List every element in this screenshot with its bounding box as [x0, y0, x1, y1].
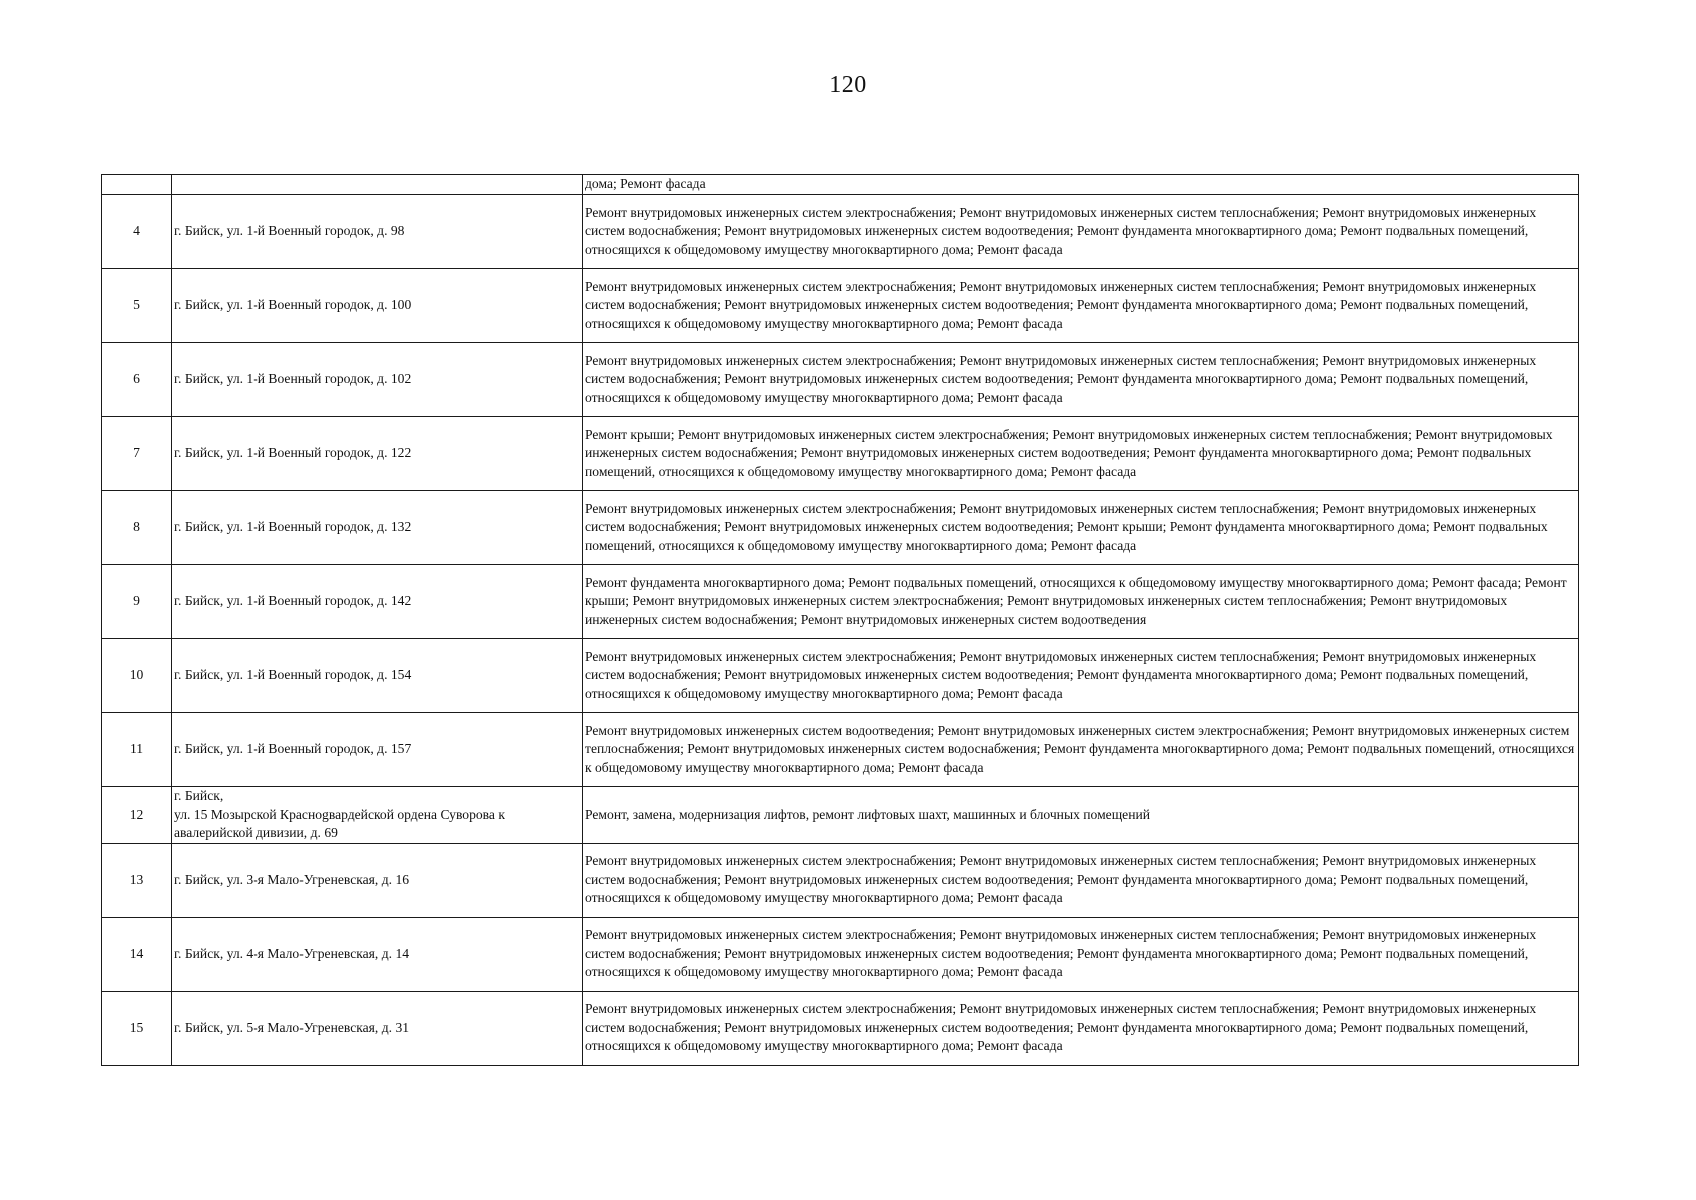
- address-cell: г. Бийск, ул. 1-й Военный городок, д. 102: [172, 343, 583, 417]
- works-cell: Ремонт внутридомовых инженерных систем электроснабжения; Ремонт внутридомовых инженерных систем теплоснабжения; Ремонт внутридомовых инженерных систем водоснабжения; Ремонт внутридомовых инженерных систем водоотведения; Ремонт фундамента многоквартирного дома; Ремонт подвальных помещений, относящихся к общедомовому имуществу многоквартирного дома; Ремонт фасада: [583, 917, 1579, 991]
- row-number-cell: 11: [102, 713, 172, 787]
- row-number-cell: 15: [102, 991, 172, 1065]
- row-number-cell: 8: [102, 491, 172, 565]
- address-cell: г. Бийск, ул. 1-й Военный городок, д. 132: [172, 491, 583, 565]
- row-number-cell: 12: [102, 787, 172, 844]
- works-cell: Ремонт внутридомовых инженерных систем электроснабжения; Ремонт внутридомовых инженерных систем теплоснабжения; Ремонт внутридомовых инженерных систем водоснабжения; Ремонт внутридомовых инженерных систем водоотведения; Ремонт крыши; Ремонт фундамента многоквартирного дома; Ремонт подвальных помещений, относящихся к общедомовому имуществу многоквартирного дома; Ремонт фасада: [583, 491, 1579, 565]
- row-number-cell: 14: [102, 917, 172, 991]
- table-row: [102, 343, 1579, 417]
- row-number-cell: [102, 175, 172, 195]
- row-number-cell: 13: [102, 843, 172, 917]
- table-row: [102, 269, 1579, 343]
- table-row: [102, 917, 1579, 991]
- table-row: [102, 787, 1579, 844]
- works-cell: Ремонт внутридомовых инженерных систем электроснабжения; Ремонт внутридомовых инженерных систем теплоснабжения; Ремонт внутридомовых инженерных систем водоснабжения; Ремонт внутридомовых инженерных систем водоотведения; Ремонт фундамента многоквартирного дома; Ремонт подвальных помещений, относящихся к общедомовому имуществу многоквартирного дома; Ремонт фасада: [583, 269, 1579, 343]
- table-row: [102, 713, 1579, 787]
- row-number-cell: 9: [102, 565, 172, 639]
- address-cell: г. Бийск, ул. 1-й Военный городок, д. 154: [172, 639, 583, 713]
- table-row: [102, 565, 1579, 639]
- works-cell: Ремонт внутридомовых инженерных систем электроснабжения; Ремонт внутридомовых инженерных систем теплоснабжения; Ремонт внутридомовых инженерных систем водоснабжения; Ремонт внутридомовых инженерных систем водоотведения; Ремонт фундамента многоквартирного дома; Ремонт подвальных помещений, относящихся к общедомовому имуществу многоквартирного дома; Ремонт фасада: [583, 639, 1579, 713]
- table-row: [102, 843, 1579, 917]
- row-number-cell: 4: [102, 195, 172, 269]
- address-cell: г. Бийск, ул. 1-й Военный городок, д. 157: [172, 713, 583, 787]
- row-number-cell: 10: [102, 639, 172, 713]
- works-cell: Ремонт крыши; Ремонт внутридомовых инженерных систем электроснабжения; Ремонт внутридомовых инженерных систем теплоснабжения; Ремонт внутридомовых инженерных систем водоснабжения; Ремонт внутридомовых инженерных систем водоотведения; Ремонт фундамента многоквартирного дома; Ремонт подвальных помещений, относящихся к общедомовому имуществу многоквартирного дома; Ремонт фасада: [583, 417, 1579, 491]
- address-line: авалерийской дивизии, д. 69: [174, 825, 338, 840]
- address-cell: [172, 175, 583, 195]
- address-line: ул. 15 Мозырской Краснogвардейской ордена Суворова к: [174, 806, 505, 822]
- page-number: 120: [829, 72, 867, 98]
- works-cell: Ремонт внутридомовых инженерных систем электроснабжения; Ремонт внутридомовых инженерных систем теплоснабжения; Ремонт внутридомовых инженерных систем водоснабжения; Ремонт внутридомовых инженерных систем водоотведения; Ремонт фундамента многоквартирного дома; Ремонт подвальных помещений, относящихся к общедомовому имуществу многоквартирного дома; Ремонт фасада: [583, 843, 1579, 917]
- address-cell: г. Бийск, ул. 4-я Мало-Угреневская, д. 14: [172, 917, 583, 991]
- works-cell: Ремонт внутридомовых инженерных систем электроснабжения; Ремонт внутридомовых инженерных систем теплоснабжения; Ремонт внутридомовых инженерных систем водоснабжения; Ремонт внутридомовых инженерных систем водоотведения; Ремонт фундамента многоквартирного дома; Ремонт подвальных помещений, относящихся к общедомовому имуществу многоквартирного дома; Ремонт фасада: [583, 195, 1579, 269]
- row-number-cell: 5: [102, 269, 172, 343]
- row-number-cell: 6: [102, 343, 172, 417]
- table-row: [102, 491, 1579, 565]
- works-table: [101, 174, 1579, 1066]
- address-line: г. Бийск,: [174, 788, 224, 803]
- table-row: [102, 991, 1579, 1065]
- address-cell: г. Бийск, ул. 1-й Военный городок, д. 100: [172, 269, 583, 343]
- table-row: [102, 195, 1579, 269]
- works-cell: Ремонт фундамента многоквартирного дома; Ремонт подвальных помещений, относящихся к общедомовому имуществу многоквартирного дома; Ремонт фасада; Ремонт крыши; Ремонт внутридомовых инженерных систем электроснабжения; Ремонт внутридомовых инженерных систем теплоснабжения; Ремонт внутридомовых инженерных систем водоснабжения; Ремонт внутридомовых инженерных систем водоотведения: [583, 565, 1579, 639]
- address-cell: г. Бийск, ул. 1-й Военный городок, д. 122: [172, 417, 583, 491]
- table-row: [102, 417, 1579, 491]
- address-cell: г. Бийск, ул. 1-й Военный городок, д. 142: [172, 565, 583, 639]
- works-cell: Ремонт внутридомовых инженерных систем электроснабжения; Ремонт внутридомовых инженерных систем теплоснабжения; Ремонт внутридомовых инженерных систем водоснабжения; Ремонт внутридомовых инженерных систем водоотведения; Ремонт фундамента многоквартирного дома; Ремонт подвальных помещений, относящихся к общедомовому имуществу многоквартирного дома; Ремонт фасада: [583, 991, 1579, 1065]
- works-cell: Ремонт внутридомовых инженерных систем водоотведения; Ремонт внутридомовых инженерных систем электроснабжения; Ремонт внутридомовых инженерных систем теплоснабжения; Ремонт внутридомовых инженерных систем водоснабжения; Ремонт фундамента многоквартирного дома; Ремонт подвальных помещений, относящихся к общедомовому имуществу многоквартирного дома; Ремонт фасада: [583, 713, 1579, 787]
- address-cell: [172, 787, 583, 844]
- address-cell: г. Бийск, ул. 3-я Мало-Угреневская, д. 16: [172, 843, 583, 917]
- works-cell: Ремонт внутридомовых инженерных систем электроснабжения; Ремонт внутридомовых инженерных систем теплоснабжения; Ремонт внутридомовых инженерных систем водоснабжения; Ремонт внутридомовых инженерных систем водоотведения; Ремонт фундамента многоквартирного дома; Ремонт подвальных помещений, относящихся к общедомовому имуществу многоквартирного дома; Ремонт фасада: [583, 343, 1579, 417]
- table-row: [102, 639, 1579, 713]
- address-cell: г. Бийск, ул. 1-й Военный городок, д. 98: [172, 195, 583, 269]
- works-cell: Ремонт, замена, модернизация лифтов, ремонт лифтовых шахт, машинных и блочных помещений: [583, 787, 1579, 844]
- table-row-continuation: [102, 175, 1579, 195]
- works-cell: дома; Ремонт фасада: [583, 175, 1579, 195]
- row-number-cell: 7: [102, 417, 172, 491]
- address-cell: г. Бийск, ул. 5-я Мало-Угреневская, д. 31: [172, 991, 583, 1065]
